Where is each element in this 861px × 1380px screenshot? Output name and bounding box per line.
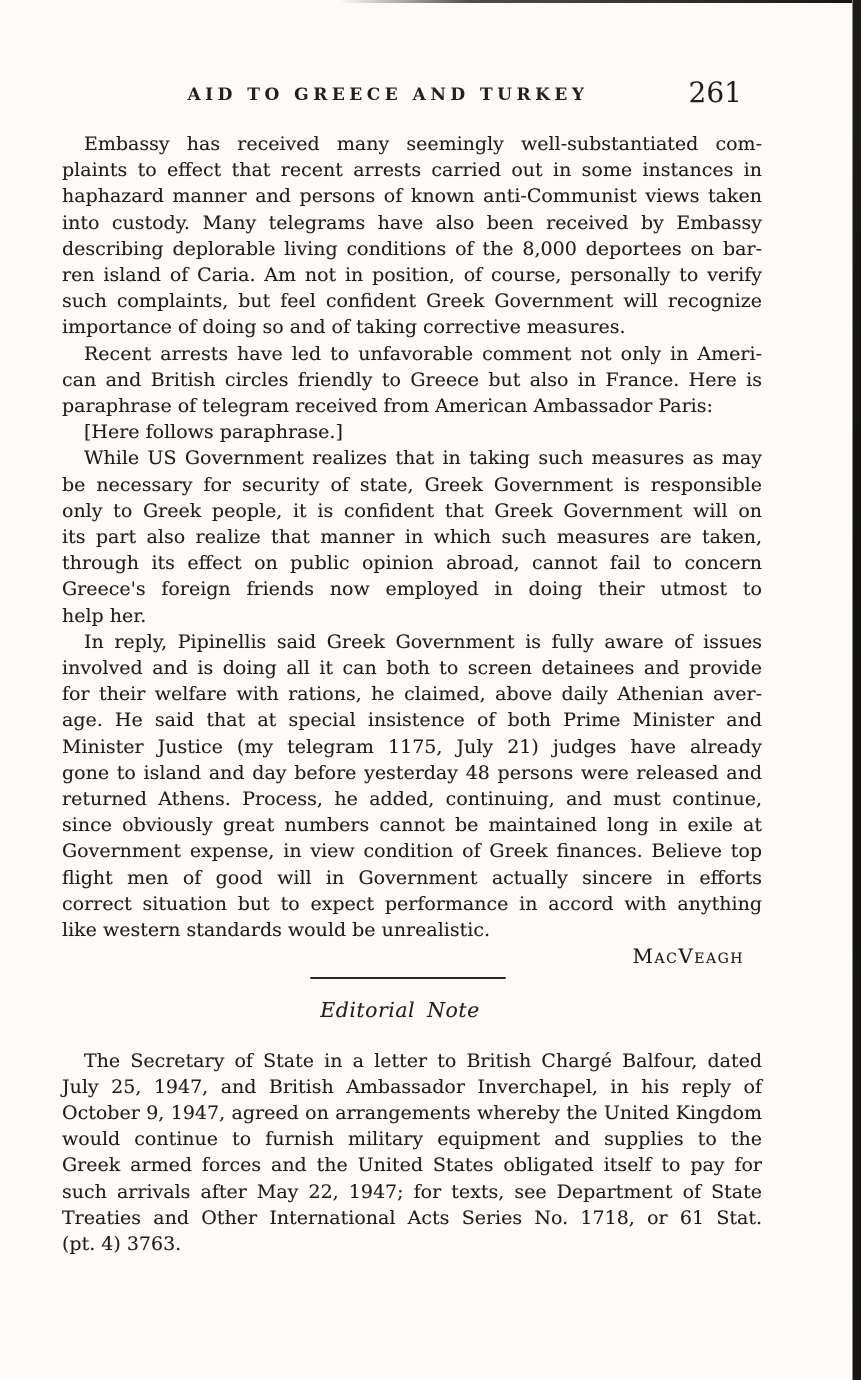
- text-line: be necessary for security of state, Greek Government is responsible: [62, 473, 762, 496]
- text-line: Embassy has received many seemingly well-substantiated com-: [84, 133, 762, 155]
- scan-right-edge-shadow: [852, 0, 861, 1380]
- paragraph: [62, 341, 762, 420]
- text-line: such complaints, but feel confident Greek Government will recognize: [62, 290, 762, 313]
- scan-top-edge-shadow: [340, 0, 861, 3]
- paragraph: [62, 629, 762, 943]
- signature: MacVeagh: [632, 944, 744, 969]
- editorial-note-heading: Editorial Note: [320, 997, 480, 1022]
- text-line: age. He said that at special insistence of both Prime Minister and: [62, 709, 762, 732]
- text-line: plaints to effect that recent arrests carried out in some instances in: [62, 159, 762, 182]
- text-line: through its effect on public opinion abroad, cannot fail to concern: [62, 552, 762, 575]
- text-line: such arrivals after May 22, 1947; for texts, see Department of State: [62, 1180, 762, 1203]
- text-line: ren island of Caria. Am not in position, of course, personally to verify: [62, 264, 762, 287]
- paragraph: [62, 131, 762, 341]
- text-line: paraphrase of telegram received from American Ambassador Paris:: [62, 395, 713, 418]
- text-line: help her.: [62, 604, 147, 627]
- document-body: [62, 131, 762, 1257]
- text-line: October 9, 1947, agreed on arrangements whereby the United Kingdom: [62, 1101, 762, 1124]
- text-line: While US Government realizes that in taking such measures as may: [84, 447, 762, 470]
- section-divider-rule: [310, 977, 506, 979]
- text-line: gone to island and day before yesterday 48 persons were released and: [62, 761, 762, 784]
- text-line: since obviously great numbers cannot be maintained long in exile at: [62, 814, 762, 837]
- text-line: its part also realize that manner in which such measures are taken,: [62, 526, 762, 549]
- paragraph: [62, 445, 762, 628]
- text-line: The Secretary of State in a letter to British Chargé Balfour, dated: [84, 1049, 762, 1072]
- text-line: [Here follows paraphrase.]: [84, 421, 343, 444]
- text-line: can and British circles friendly to Greece but also in France. Here is: [62, 368, 762, 391]
- text-line: haphazard manner and persons of known anti-Communist views taken: [62, 185, 762, 208]
- text-line: Government expense, in view condition of Greek finances. Believe top: [62, 840, 762, 863]
- text-line: Recent arrests have led to unfavorable comment not only in Ameri-: [84, 342, 762, 365]
- paragraph: [62, 419, 762, 445]
- page-header: [62, 76, 762, 114]
- text-line: flight men of good will in Government actually sincere in efforts: [62, 866, 762, 889]
- text-line: correct situation but to expect performance in accord with anything: [62, 892, 762, 915]
- text-line: In reply, Pipinellis said Greek Government is fully aware of issues: [84, 630, 762, 653]
- telegram-text: [62, 131, 762, 943]
- text-line: like western standards would be unrealistic.: [62, 919, 491, 942]
- text-line: July 25, 1947, and British Ambassador Inverchapel, in his reply of: [62, 1075, 762, 1098]
- paragraph: [62, 1048, 762, 1258]
- text-line: Greece's foreign friends now employed in doing their utmost to: [62, 578, 762, 601]
- text-line: importance of doing so and of taking corrective measures.: [62, 316, 626, 339]
- text-line: Greek armed forces and the United States obligated itself to pay for: [62, 1154, 762, 1177]
- editorial-note-body: [62, 1048, 762, 1258]
- text-line: would continue to furnish military equipment and supplies to the: [62, 1128, 762, 1151]
- text-line: (pt. 4) 3763.: [62, 1232, 182, 1255]
- text-line: returned Athens. Process, he added, continuing, and must continue,: [62, 788, 762, 811]
- text-line: involved and is doing all it can both to screen detainees and provide: [62, 657, 762, 680]
- text-line: Minister Justice (my telegram 1175, July 21) judges have already: [62, 735, 762, 758]
- text-line: for their welfare with rations, he claimed, above daily Athenian aver-: [62, 683, 762, 706]
- text-line: into custody. Many telegrams have also been received by Embassy: [62, 211, 762, 234]
- running-header-title: AID TO GREECE AND TURKEY: [187, 85, 589, 105]
- text-line: Treaties and Other International Acts Series No. 1718, or 61 Stat.: [62, 1206, 762, 1229]
- page-number: 261: [688, 76, 742, 109]
- text-line: describing deplorable living conditions of the 8,000 deportees on bar-: [62, 237, 762, 260]
- text-line: only to Greek people, it is confident that Greek Government will on: [62, 499, 762, 522]
